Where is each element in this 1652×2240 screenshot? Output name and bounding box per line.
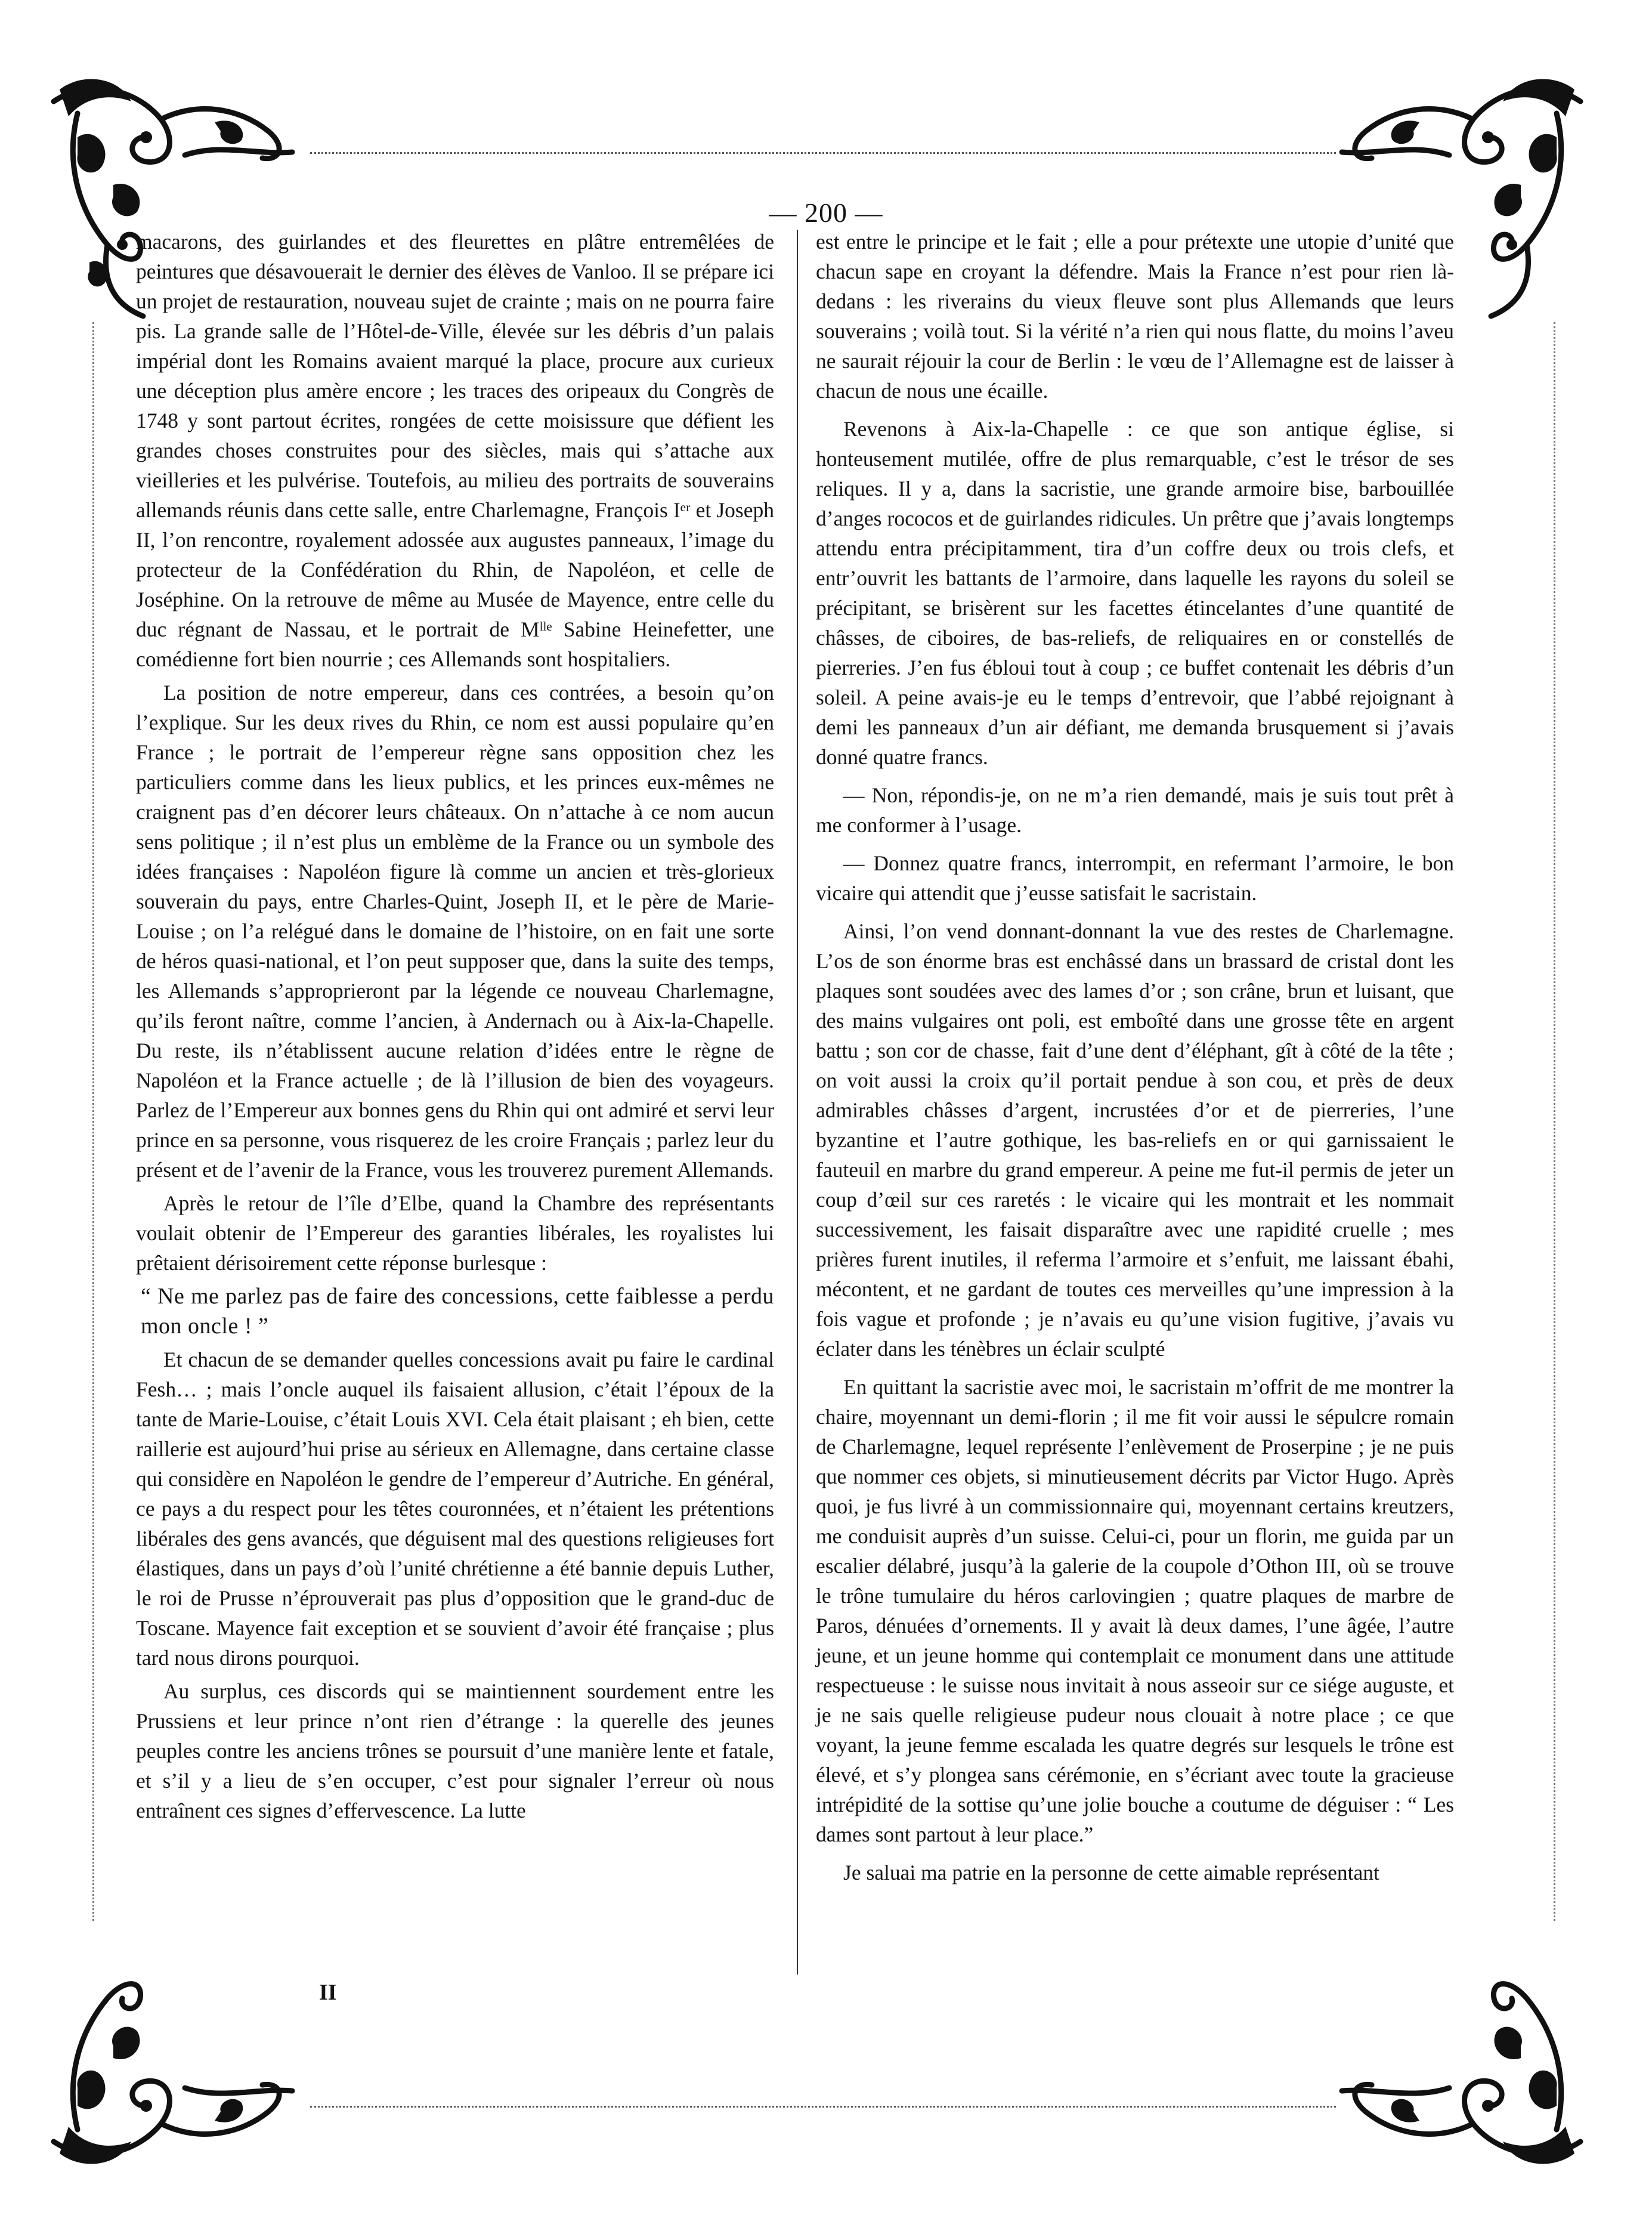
dialogue-line: — Donnez quatre francs, interrompit, en refermant l’armoire, le bon vicaire qui attendit que j’eusse satisfait le sacristain. <box>816 851 1454 905</box>
column-divider <box>797 230 798 1975</box>
frame-rule-bottom <box>310 2106 1336 2108</box>
paragraph: Après le retour de l’île d’Elbe, quand la Chambre des représentants voulait obtenir de l’Empereur des garanties libérales, les royalistes lui prêtaient dérisoirement cette réponse burlesque : <box>136 1191 774 1275</box>
frame-rule-right <box>1554 322 1555 1921</box>
quotation: “ Ne me parlez pas de faire des concessions, cette faiblesse a perdu mon oncle ! ” <box>141 1284 774 1339</box>
corner-ornament-bottom-left <box>42 1915 316 2177</box>
paragraph: Et chacun de se demander quelles concessions avait pu faire le cardinal Fesh… ; mais l’oncle auquel ils faisaient allusion, c’était l’époux de la tante de Marie-Louise, c’était Louis XVI. Cela était plaisant ; eh bien, cette raillerie est aujourd’hui prise au sérieux en Allemagne, dans certaine classe qui considère en Napoléon le gendre de l’empereur d’Autriche. En général, ce pays a du respect pour les têtes couronnées, et n’étaient les prétentions libérales des gens avancés, que déguisent mal des questions religieuses fort élastiques, dans un pays d’où l’unité chrétienne a été bannie depuis Luther, le roi de Prusse n’éprouverait pas plus d’opposition que le grand-duc de Toscane. Mayence fait exception et se souvient d’avoir été française ; plus tard nous dirons pourquoi. <box>136 1348 774 1670</box>
scroll-ornament-icon <box>42 1915 316 2177</box>
paragraph: Revenons à Aix-la-Chapelle : ce que son antique église, si honteusement mutilée, offre de plus remarquable, c’est le trésor de ses reliques. Il y a, dans la sacristie, une grande armoire bise, barbouillée d’anges rococos et de guirlandes ridicules. Un prêtre que j’avais longtemps attendu entra précipitamment, tira d’un coffre deux ou trois clefs, et entr’ouvrit les battants de l’armoire, dans laquelle les rayons du soleil se précipitant, se brisèrent sur les facettes étincelantes d’une quantité de châsses, de ciboires, de bas-reliefs, de reliquaires en or constellés de pierreries. J’en fus ébloui tout à coup ; ce buffet contenait les débris d’un soleil. A peine avais-je eu le temps d’entrevoir, que l’abbé rejoignant à demi les panneaux d’un air défiant, me demanda brusquement si j’avais donné quatre francs. <box>816 417 1454 769</box>
paragraph: macarons, des guirlandes et des fleurettes en plâtre entremêlées de peintures que désavouerait le dernier des élèves de Vanloo. Il se prépare ici un projet de restauration, nouveau sujet de crainte ; mais on ne pourra faire pis. La grande salle de l’Hôtel-de-Ville, élevée sur les débris d’un palais impérial dont les Romains avaient marqué la place, procure aux curieux une déception plus amère encore ; les traces des oripeaux du Congrès de 1748 y sont partout écrites, rongées de cette moisissure que défient les grandes choses construites pour des siècles, mais qui s’attache aux vieilleries et les pulvérise. Toutefois, au milieu des portraits de souverains allemands réunis dans cette salle, entre Charlemagne, François Iᵉʳ et Joseph II, l’on rencontre, royalement adossée aux augustes panneaux, l’image du protecteur de la Confédération du Rhin, de Napoléon, et celle de Joséphine. On la retrouve de même au Musée de Mayence, entre celle du duc régnant de Nassau, et le portrait de Mˡˡᵉ Sabine Heinefetter, une comédienne fort bien nourrie ; ces Allemands sont hospitaliers. <box>136 230 774 671</box>
page-number: — 200 — <box>769 197 883 228</box>
paragraph: Je saluai ma patrie en la personne de cette aimable représentant <box>843 1861 1379 1884</box>
frame-rule-top <box>310 152 1336 154</box>
paragraph: En quittant la sacristie avec moi, le sacristain m’offrit de me montrer la chaire, moyennant un demi-florin ; il me fit voir aussi le sépulcre romain de Charlemagne, lequel représente l’enlèvement de Proserpine ; je ne puis que nommer ces objets, si minutieusement décrits par Victor Hugo. Après quoi, je fus livré à un commissionnaire qui, moyennant certains kreutzers, me conduisit auprès d’un suisse. Celui-ci, pour un florin, me guida par un escalier délabré, jusqu’à la galerie de la coupole d’Othon III, où se trouve le trône tumulaire du héros carlovingien ; quatre plaques de marbre de Paros, dénuées d’ornements. Il y avait là deux dames, l’une âgée, l’autre jeune, et un jeune homme qui contemplait ce monument dans une attitude respectueuse : le suisse nous invitait à nous asseoir sur ce siége auguste, et je ne sais quelle religieuse pudeur nous clouait à notre place ; ce que voyant, la jeune femme escalada les quatre degrés sur lesquels le trône est élevé, et s’y plongea sans cérémonie, en s’écriant avec toute la gracieuse intrépidité de la sottise qu’une jolie bouche a coutume de déguiser : “ Les dames sont partout à leur place.” <box>816 1375 1454 1846</box>
text-column-left <box>136 227 774 1829</box>
scroll-ornament-icon <box>1318 1915 1592 2177</box>
text-column-right <box>816 227 1454 1896</box>
corner-ornament-bottom-right <box>1318 1915 1592 2177</box>
signature-mark: II <box>319 1980 337 2005</box>
paragraph: La position de notre empereur, dans ces contrées, a besoin qu’on l’explique. Sur les deux rives du Rhin, ce nom est aussi populaire qu’en France ; le portrait de l’empereur règne sans opposition chez les particuliers comme dans les lieux publics, et les princes eux-mêmes ne craignent pas d’en décorer leurs châteaux. On n’attache à ce nom aucun sens politique ; il n’est plus un emblème de la France ou un symbole des idées françaises : Napoléon figure là comme un ancien et très-glorieux souverain du pays, entre Charles-Quint, Joseph II, et le père de Marie-Louise ; on l’a relégué dans le domaine de l’histoire, on en fait une sorte de héros quasi-national, et l’on peut supposer que, dans la suite des temps, les Allemands s’approprieront par la légende ce nouveau Charlemagne, qu’ils feront naître, comme l’ancien, à Andernach ou à Aix-la-Chapelle. Du reste, ils n’établissent aucune relation d’idées entre le règne de Napoléon et la France actuelle ; de là l’illusion de bien des voyageurs. Parlez de l’Empereur aux bonnes gens du Rhin qui ont admiré et servi leur prince en sa personne, vous risquerez de les croire Français ; parlez leur du présent et de l’avenir de la France, vous les trouverez purement Allemands. <box>136 681 774 1182</box>
paragraph: est entre le principe et le fait ; elle a pour prétexte une utopie d’unité que chacun sape en croyant la défendre. Mais la France n’est pour rien là-dedans : les riverains du vieux fleuve sont plus Allemands que leurs souverains ; voilà tout. Si la vérité n’a rien qui nous flatte, du moins l’aveu ne saurait réjouir la cour de Berlin : le vœu de l’Allemagne est de laisser à chacun de nous une écaille. <box>816 230 1454 403</box>
paragraph: Ainsi, l’on vend donnant-donnant la vue des restes de Charlemagne. L’os de son énorme bras est enchâssé dans un brassard de cristal dont les plaques sont soudées avec des lames d’or ; son crâne, brun et luisant, que des mains vulgaires ont poli, est emboîté dans une grosse tête en argent battu ; son cor de chasse, fait d’une dent d’éléphant, gît à côté de la tête ; on voit aussi la croix qu’il portait pendue à son cou, et près de deux admirables châsses d’argent, incrustées d’or et de pierreries, l’une byzantine et l’autre gothique, les bas-reliefs en or qui garnissaient le fauteuil en marbre du grand empereur. A peine me fut-il permis de jeter un coup d’œil sur ces raretés : le vicaire qui les montrait et les nommait successivement, les faisait disparaître avec une rapidité cruelle ; mes prières furent inutiles, il referma l’armoire et s’enfuit, me laissant ébahi, mécontent, et ne gardant de toutes ces merveilles qu’une impression à la fois vague et profonde ; je n’avais eu qu’une vision fugitive, j’avais vu éclater dans les ténèbres un éclair sculpté <box>816 919 1454 1361</box>
paragraph: Au surplus, ces discords qui se maintiennent sourdement entre les Prussiens et leur prince n’ont rien d’étrange : la querelle des jeunes peuples contre les anciens trônes se poursuit d’une manière lente et fatale, et s’il y a lieu de s’en occuper, c’est pour signaler l’erreur où nous entraînent ces signes d’effervescence. La lutte <box>136 1679 774 1822</box>
dialogue-line: — Non, répondis-je, on ne m’a rien demandé, mais je suis tout prêt à me conformer à l’usage. <box>816 783 1454 837</box>
frame-rule-left <box>92 322 94 1921</box>
